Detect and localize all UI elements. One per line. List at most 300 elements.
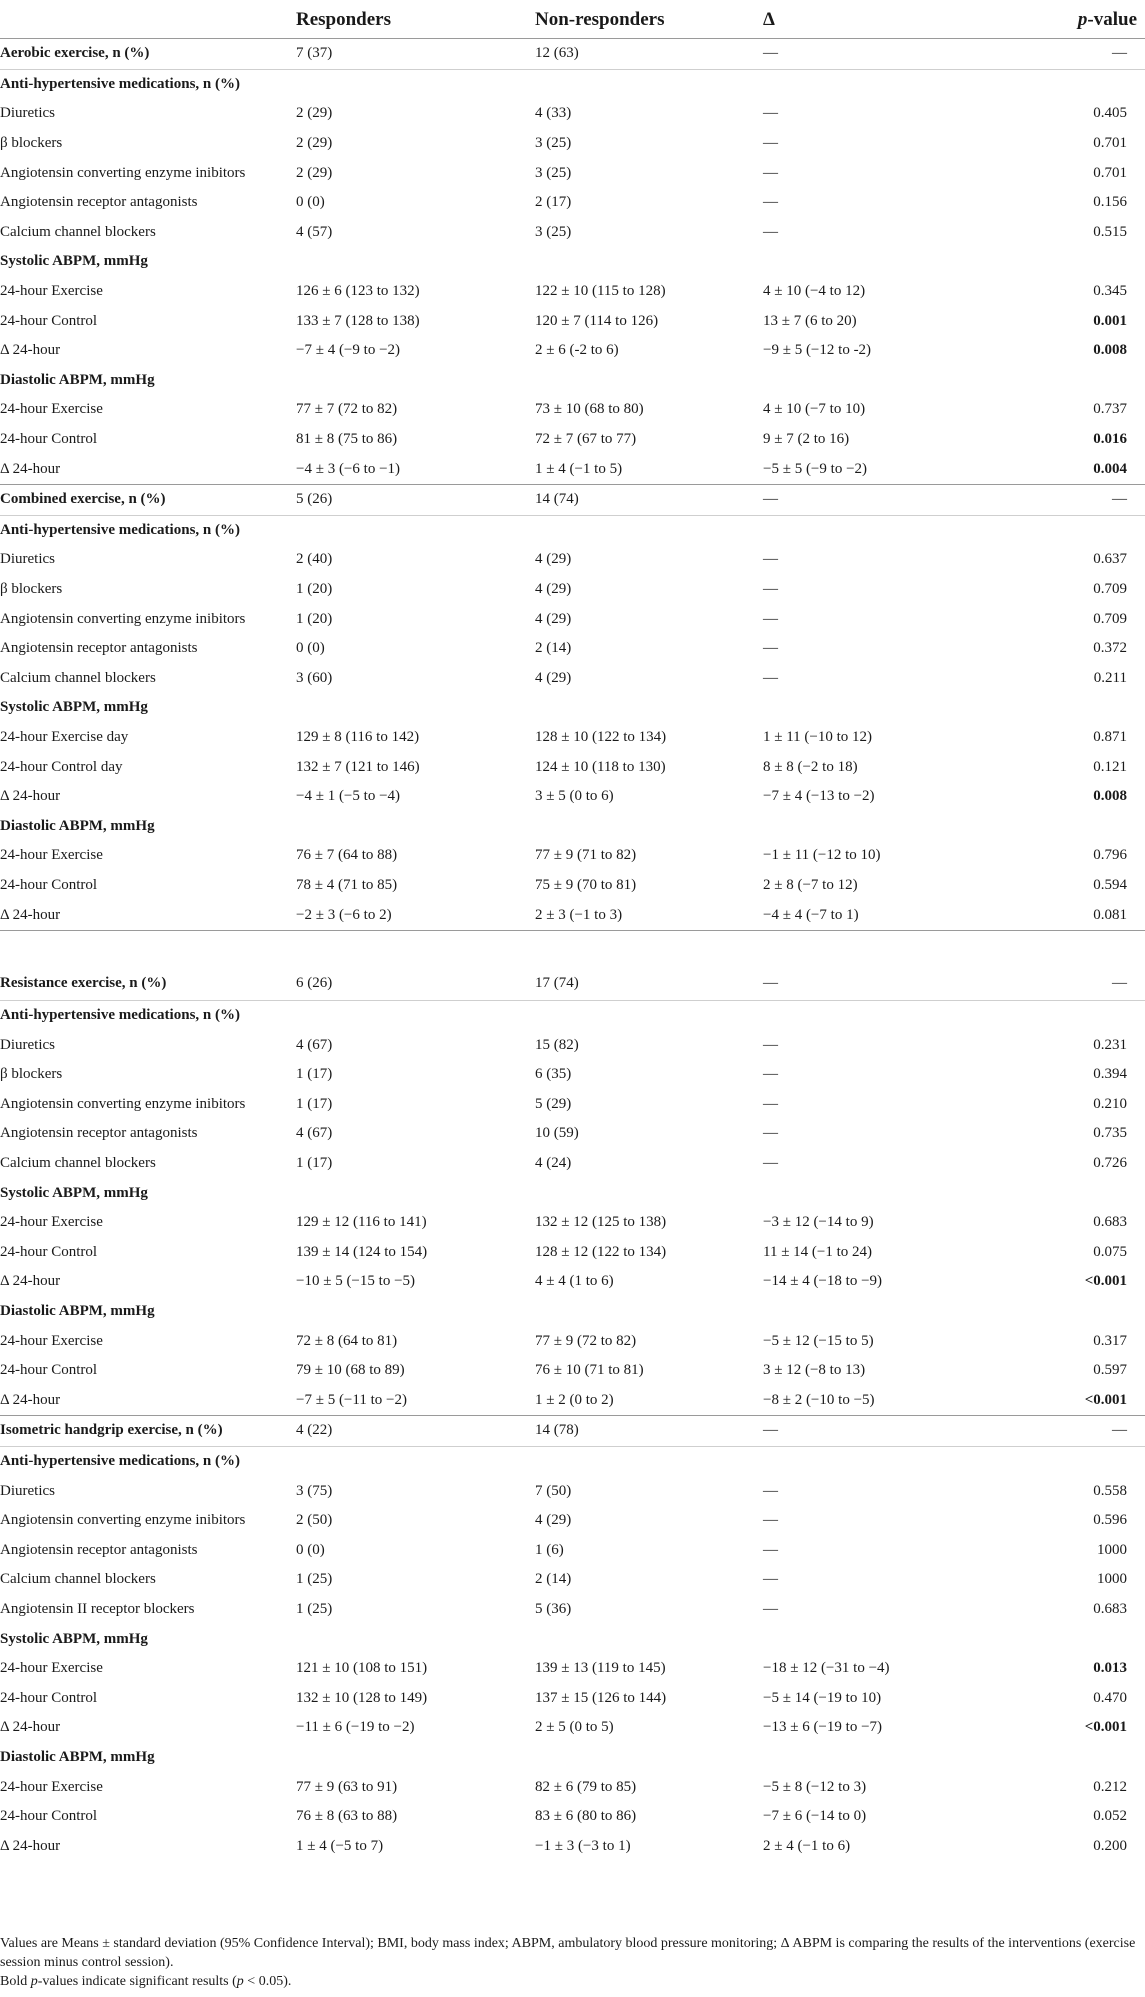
table-row	[0, 575, 1145, 605]
value-cell: 2 (14)	[535, 1571, 572, 1588]
p-value-cell: 0.008	[1093, 342, 1127, 359]
value-cell: —	[763, 551, 778, 568]
value-cell: 11 ± 14 (−1 to 24)	[763, 1243, 873, 1260]
row-label: Angiotensin receptor antagonists	[0, 640, 198, 657]
value-cell: 1 (25)	[296, 1600, 333, 1617]
p-value-cell: 0.081	[1093, 906, 1127, 923]
value-cell: 137 ± 15 (126 to 144)	[535, 1689, 667, 1706]
table-row	[0, 1506, 1145, 1536]
row-label: 24-hour Control	[0, 431, 98, 448]
row-label: 24-hour Exercise	[0, 847, 103, 864]
subgroup-title: Systolic ABPM, mmHg	[0, 1630, 148, 1647]
p-value-cell: 0.796	[1093, 847, 1127, 864]
row-label: 24-hour Control	[0, 1362, 98, 1379]
p-value-cell: 0.683	[1093, 1214, 1127, 1231]
p-value-cell: 0.737	[1093, 401, 1127, 418]
section-value: —	[970, 39, 1145, 70]
value-cell: 132 ± 12 (125 to 138)	[535, 1214, 667, 1231]
value-cell: 0 (0)	[296, 194, 325, 211]
value-cell: 79 ± 10 (68 to 89)	[296, 1362, 405, 1379]
p-value-cell: 0.156	[1093, 194, 1127, 211]
value-cell: 1 (17)	[296, 1066, 333, 1083]
p-value-cell: 0.701	[1093, 164, 1127, 181]
table-row	[0, 454, 1145, 484]
value-cell: 81 ± 8 (75 to 86)	[296, 431, 398, 448]
section-value: 14 (74)	[535, 484, 763, 515]
value-cell: 1 ± 4 (−5 to 7)	[296, 1837, 384, 1854]
value-cell: 72 ± 8 (64 to 81)	[296, 1332, 398, 1349]
table-row	[0, 634, 1145, 664]
table-row	[0, 1683, 1145, 1713]
footnote-significance: Bold p-values indicate significant results (p < 0.05).	[0, 1974, 292, 1989]
value-cell: 4 (33)	[535, 105, 572, 122]
row-label: β blockers	[0, 135, 63, 152]
p-value-cell: 0.212	[1093, 1778, 1127, 1795]
value-cell: 120 ± 7 (114 to 126)	[535, 312, 659, 329]
row-label: Diuretics	[0, 1036, 55, 1053]
value-cell: 3 (60)	[296, 669, 333, 686]
value-cell: 77 ± 9 (72 to 82)	[535, 1332, 637, 1349]
value-cell: —	[763, 223, 778, 240]
value-cell: 124 ± 10 (118 to 130)	[535, 758, 666, 775]
value-cell: −9 ± 5 (−12 to -2)	[763, 342, 872, 359]
value-cell: 73 ± 10 (68 to 80)	[535, 401, 644, 418]
p-value-cell: 1000	[1097, 1571, 1127, 1588]
table-row	[0, 1595, 1145, 1625]
value-cell: 75 ± 9 (70 to 81)	[535, 876, 637, 893]
table-row	[0, 1386, 1145, 1416]
row-label: Angiotensin converting enzyme inibitors	[0, 164, 246, 181]
value-cell: 77 ± 7 (72 to 82)	[296, 401, 398, 418]
subgroup-header-row	[0, 247, 1145, 277]
value-cell: 15 (82)	[535, 1036, 579, 1053]
value-cell: 4 (67)	[296, 1036, 333, 1053]
table-row	[0, 425, 1145, 455]
value-cell: 4 (29)	[535, 669, 572, 686]
subgroup-title: Anti-hypertensive medications, n (%)	[0, 75, 240, 92]
value-cell: 83 ± 6 (80 to 86)	[535, 1808, 637, 1825]
header-responders: Responders	[296, 0, 535, 39]
value-cell: 128 ± 12 (122 to 134)	[535, 1243, 667, 1260]
value-cell: 13 ± 7 (6 to 20)	[763, 312, 857, 329]
value-cell: −4 ± 3 (−6 to −1)	[296, 460, 401, 477]
table-row	[0, 1476, 1145, 1506]
subgroup-title: Anti-hypertensive medications, n (%)	[0, 521, 240, 538]
p-value-cell: 0.121	[1093, 758, 1127, 775]
table-row	[0, 604, 1145, 634]
subgroup-header-row	[0, 515, 1145, 545]
subgroup-title: Systolic ABPM, mmHg	[0, 699, 148, 716]
value-cell: 4 (29)	[535, 1512, 572, 1529]
row-label: 24-hour Control	[0, 1689, 98, 1706]
p-value-cell: <0.001	[1084, 1719, 1127, 1736]
row-label: Δ 24-hour	[0, 342, 61, 359]
row-label: 24-hour Control	[0, 1808, 98, 1825]
value-cell: 126 ± 6 (123 to 132)	[296, 283, 420, 300]
value-cell: —	[763, 580, 778, 597]
p-value-cell: 0.004	[1093, 460, 1127, 477]
value-cell: —	[763, 1036, 778, 1053]
value-cell: 2 (14)	[535, 640, 572, 657]
value-cell: 2 ± 4 (−1 to 6)	[763, 1837, 851, 1854]
subgroup-header-row	[0, 69, 1145, 99]
value-cell: —	[763, 1066, 778, 1083]
p-value-cell: 0.317	[1093, 1332, 1127, 1349]
value-cell: —	[763, 1125, 778, 1142]
value-cell: 1 ± 2 (0 to 2)	[535, 1391, 614, 1408]
header-row	[0, 0, 1145, 39]
table-row	[0, 1356, 1145, 1386]
subgroup-title: Anti-hypertensive medications, n (%)	[0, 1007, 240, 1024]
value-cell: 5 (29)	[535, 1095, 572, 1112]
value-cell: −7 ± 5 (−11 to −2)	[296, 1391, 407, 1408]
value-cell: −5 ± 12 (−15 to 5)	[763, 1332, 874, 1349]
table-row	[0, 1149, 1145, 1179]
table-row	[0, 1772, 1145, 1802]
table-row	[0, 188, 1145, 218]
subgroup-header-row	[0, 1624, 1145, 1654]
p-value-cell: 0.200	[1093, 1837, 1127, 1854]
p-value-cell: 0.001	[1093, 312, 1127, 329]
row-label: Calcium channel blockers	[0, 223, 156, 240]
value-cell: 1 (20)	[296, 580, 333, 597]
p-value-cell: 0.345	[1093, 283, 1127, 300]
header-p-value: p-value	[970, 0, 1145, 39]
row-label: β blockers	[0, 1066, 63, 1083]
value-cell: 129 ± 12 (116 to 141)	[296, 1214, 427, 1231]
row-label: Δ 24-hour	[0, 460, 61, 477]
value-cell: 1 ± 4 (−1 to 5)	[535, 460, 623, 477]
row-label: Diuretics	[0, 1482, 55, 1499]
row-label: Δ 24-hour	[0, 1719, 61, 1736]
subgroup-title: Diastolic ABPM, mmHg	[0, 1303, 155, 1320]
header-delta: Δ	[763, 0, 970, 39]
row-label: 24-hour Control day	[0, 758, 123, 775]
p-value-cell: 0.637	[1093, 551, 1127, 568]
row-label: Δ 24-hour	[0, 1837, 61, 1854]
value-cell: −18 ± 12 (−31 to −4)	[763, 1660, 890, 1677]
row-label: Angiotensin receptor antagonists	[0, 194, 198, 211]
row-label: Δ 24-hour	[0, 1391, 61, 1408]
row-label: Diuretics	[0, 551, 55, 568]
value-cell: 2 (29)	[296, 164, 333, 181]
p-value-cell: 0.709	[1093, 580, 1127, 597]
value-cell: —	[763, 1600, 778, 1617]
row-label: 24-hour Exercise	[0, 1660, 103, 1677]
subgroup-header-row	[0, 1297, 1145, 1327]
value-cell: 4 (24)	[535, 1155, 572, 1172]
p-value-cell: 0.683	[1093, 1600, 1127, 1617]
table-row	[0, 277, 1145, 307]
value-cell: 4 (29)	[535, 551, 572, 568]
table-row	[0, 782, 1145, 812]
value-cell: −3 ± 12 (−14 to 9)	[763, 1214, 874, 1231]
table-row	[0, 99, 1145, 129]
p-value-cell: 0.052	[1093, 1808, 1127, 1825]
value-cell: —	[763, 164, 778, 181]
row-label: β blockers	[0, 580, 63, 597]
p-value-cell: 0.701	[1093, 135, 1127, 152]
table-row	[0, 663, 1145, 693]
value-cell: 76 ± 8 (63 to 88)	[296, 1808, 398, 1825]
table-footnotes	[0, 1934, 1145, 1991]
table-row	[0, 158, 1145, 188]
section-row	[0, 39, 1145, 70]
table-row	[0, 1831, 1145, 1861]
value-cell: 132 ± 10 (128 to 149)	[296, 1689, 428, 1706]
value-cell: 1 (20)	[296, 610, 333, 627]
value-cell: 3 (25)	[535, 135, 572, 152]
p-value-cell: 0.016	[1093, 431, 1127, 448]
row-label: 24-hour Exercise	[0, 1214, 103, 1231]
table-row	[0, 1326, 1145, 1356]
row-label: Angiotensin II receptor blockers	[0, 1600, 195, 1617]
value-cell: 2 (50)	[296, 1512, 333, 1529]
p-value-cell: 0.470	[1093, 1689, 1127, 1706]
section-value: —	[763, 1416, 970, 1447]
value-cell: 4 (67)	[296, 1125, 333, 1142]
value-cell: —	[763, 640, 778, 657]
p-value-cell: 0.210	[1093, 1095, 1127, 1112]
p-value-cell: 0.013	[1093, 1660, 1127, 1677]
section-value: —	[970, 1416, 1145, 1447]
header-non-responders: Non-responders	[535, 0, 763, 39]
section-value: —	[763, 39, 970, 70]
value-cell: −8 ± 2 (−10 to −5)	[763, 1391, 875, 1408]
value-cell: 3 ± 5 (0 to 6)	[535, 788, 614, 805]
section-value: 17 (74)	[535, 930, 763, 1000]
p-value-cell: 1000	[1097, 1541, 1127, 1558]
value-cell: 82 ± 6 (79 to 85)	[535, 1778, 637, 1795]
table-row	[0, 1536, 1145, 1566]
value-cell: —	[763, 610, 778, 627]
subgroup-header-row	[0, 1000, 1145, 1030]
p-value-cell: 0.075	[1093, 1243, 1127, 1260]
value-cell: 2 (40)	[296, 551, 333, 568]
header-label-col	[0, 0, 296, 39]
value-cell: 2 (29)	[296, 105, 333, 122]
section-row	[0, 484, 1145, 515]
value-cell: −4 ± 4 (−7 to 1)	[763, 906, 859, 923]
row-label: Δ 24-hour	[0, 788, 61, 805]
subgroup-header-row	[0, 1178, 1145, 1208]
row-label: 24-hour Exercise day	[0, 728, 129, 745]
value-cell: 78 ± 4 (71 to 85)	[296, 876, 398, 893]
subgroup-title: Diastolic ABPM, mmHg	[0, 1748, 155, 1765]
value-cell: —	[763, 1095, 778, 1112]
row-label: Δ 24-hour	[0, 1273, 61, 1290]
value-cell: 1 (6)	[535, 1541, 564, 1558]
value-cell: —	[763, 105, 778, 122]
section-value: —	[970, 930, 1145, 1000]
p-value-cell: 0.394	[1093, 1066, 1127, 1083]
row-label: 24-hour Exercise	[0, 283, 103, 300]
table-row	[0, 336, 1145, 366]
p-value-cell: <0.001	[1084, 1273, 1127, 1290]
p-value-cell: 0.594	[1093, 876, 1127, 893]
value-cell: 2 ± 3 (−1 to 3)	[535, 906, 623, 923]
p-value-cell: 0.372	[1093, 640, 1127, 657]
p-value-cell: 0.231	[1093, 1036, 1127, 1053]
value-cell: 5 (36)	[535, 1600, 572, 1617]
value-cell: 139 ± 13 (119 to 145)	[535, 1660, 666, 1677]
value-cell: —	[763, 135, 778, 152]
table-row	[0, 545, 1145, 575]
value-cell: 77 ± 9 (63 to 91)	[296, 1778, 398, 1795]
section-title: Isometric handgrip exercise, n (%)	[0, 1416, 296, 1447]
value-cell: 4 (57)	[296, 223, 333, 240]
value-cell: 1 (17)	[296, 1155, 333, 1172]
value-cell: −11 ± 6 (−19 to −2)	[296, 1719, 415, 1736]
value-cell: −5 ± 14 (−19 to 10)	[763, 1689, 882, 1706]
value-cell: —	[763, 1541, 778, 1558]
section-value: 6 (26)	[296, 930, 535, 1000]
table-row	[0, 1030, 1145, 1060]
subgroup-title: Systolic ABPM, mmHg	[0, 1184, 148, 1201]
value-cell: —	[763, 194, 778, 211]
value-cell: −2 ± 3 (−6 to 2)	[296, 906, 392, 923]
value-cell: —	[763, 669, 778, 686]
p-value-cell: 0.735	[1093, 1125, 1127, 1142]
value-cell: 132 ± 7 (121 to 146)	[296, 758, 420, 775]
value-cell: −7 ± 6 (−14 to 0)	[763, 1808, 867, 1825]
table-row	[0, 306, 1145, 336]
row-label: 24-hour Exercise	[0, 1332, 103, 1349]
table-row	[0, 1267, 1145, 1297]
value-cell: 139 ± 14 (124 to 154)	[296, 1243, 428, 1260]
section-value: 4 (22)	[296, 1416, 535, 1447]
p-value-cell: 0.405	[1093, 105, 1127, 122]
row-label: Δ 24-hour	[0, 906, 61, 923]
section-value: —	[763, 930, 970, 1000]
table-row	[0, 841, 1145, 871]
section-value: 14 (78)	[535, 1416, 763, 1447]
value-cell: 1 (25)	[296, 1571, 333, 1588]
value-cell: 76 ± 7 (64 to 88)	[296, 847, 398, 864]
value-cell: 4 ± 10 (−4 to 12)	[763, 283, 866, 300]
table-row	[0, 752, 1145, 782]
p-value-cell: 0.211	[1093, 669, 1127, 686]
value-cell: 4 (29)	[535, 610, 572, 627]
table-row	[0, 1565, 1145, 1595]
table-row	[0, 395, 1145, 425]
row-label: 24-hour Control	[0, 312, 98, 329]
value-cell: 2 (29)	[296, 135, 333, 152]
section-row	[0, 930, 1145, 1000]
value-cell: 4 ± 10 (−7 to 10)	[763, 401, 866, 418]
value-cell: −5 ± 5 (−9 to −2)	[763, 460, 868, 477]
value-cell: 1 ± 11 (−10 to 12)	[763, 728, 873, 745]
value-cell: 133 ± 7 (128 to 138)	[296, 312, 420, 329]
table-row	[0, 871, 1145, 901]
value-cell: 1 (17)	[296, 1095, 333, 1112]
value-cell: —	[763, 1155, 778, 1172]
value-cell: −7 ± 4 (−9 to −2)	[296, 342, 401, 359]
value-cell: −1 ± 3 (−3 to 1)	[535, 1837, 631, 1854]
row-label: Angiotensin converting enzyme inibitors	[0, 1095, 246, 1112]
row-label: 24-hour Control	[0, 876, 98, 893]
subgroup-header-row	[0, 366, 1145, 396]
section-value: 5 (26)	[296, 484, 535, 515]
p-value-cell: 0.515	[1093, 223, 1127, 240]
value-cell: 3 (75)	[296, 1482, 333, 1499]
p-value-cell: 0.597	[1093, 1362, 1127, 1379]
row-label: Angiotensin receptor antagonists	[0, 1541, 198, 1558]
value-cell: 2 ± 6 (-2 to 6)	[535, 342, 619, 359]
row-label: Angiotensin receptor antagonists	[0, 1125, 198, 1142]
row-label: 24-hour Control	[0, 1243, 98, 1260]
row-label: Angiotensin converting enzyme inibitors	[0, 1512, 246, 1529]
row-label: 24-hour Exercise	[0, 401, 103, 418]
row-label: Calcium channel blockers	[0, 1155, 156, 1172]
table-row	[0, 1090, 1145, 1120]
p-value-cell: 0.871	[1093, 728, 1127, 745]
section-value: 7 (37)	[296, 39, 535, 70]
row-label: 24-hour Exercise	[0, 1778, 103, 1795]
value-cell: 6 (35)	[535, 1066, 572, 1083]
value-cell: 4 (29)	[535, 580, 572, 597]
value-cell: −4 ± 1 (−5 to −4)	[296, 788, 401, 805]
subgroup-header-row	[0, 1743, 1145, 1773]
table-row	[0, 900, 1145, 930]
value-cell: —	[763, 1571, 778, 1588]
value-cell: 128 ± 10 (122 to 134)	[535, 728, 667, 745]
value-cell: 76 ± 10 (71 to 81)	[535, 1362, 644, 1379]
section-title: Aerobic exercise, n (%)	[0, 39, 296, 70]
section-value: 12 (63)	[535, 39, 763, 70]
row-label: Diuretics	[0, 105, 55, 122]
value-cell: 2 ± 5 (0 to 5)	[535, 1719, 614, 1736]
table-row	[0, 723, 1145, 753]
row-label: Angiotensin converting enzyme inibitors	[0, 610, 246, 627]
section-title: Combined exercise, n (%)	[0, 484, 296, 515]
table-row	[0, 1238, 1145, 1268]
table-row	[0, 1654, 1145, 1684]
section-title: Resistance exercise, n (%)	[0, 930, 296, 1000]
section-value: —	[970, 484, 1145, 515]
value-cell: 2 ± 8 (−7 to 12)	[763, 876, 858, 893]
section-value: —	[763, 484, 970, 515]
value-cell: —	[763, 1512, 778, 1529]
row-label: Calcium channel blockers	[0, 669, 156, 686]
value-cell: −5 ± 8 (−12 to 3)	[763, 1778, 867, 1795]
subgroup-title: Systolic ABPM, mmHg	[0, 253, 148, 270]
value-cell: 121 ± 10 (108 to 151)	[296, 1660, 428, 1677]
value-cell: 72 ± 7 (67 to 77)	[535, 431, 637, 448]
table-body	[0, 39, 1145, 1862]
value-cell: 10 (59)	[535, 1125, 579, 1142]
value-cell: −10 ± 5 (−15 to −5)	[296, 1273, 416, 1290]
p-value-cell: 0.726	[1093, 1155, 1127, 1172]
p-value-cell: 0.558	[1093, 1482, 1127, 1499]
value-cell: 77 ± 9 (71 to 82)	[535, 847, 637, 864]
subgroup-title: Diastolic ABPM, mmHg	[0, 371, 155, 388]
p-value-cell: <0.001	[1084, 1391, 1127, 1408]
row-label: Calcium channel blockers	[0, 1571, 156, 1588]
subgroup-title: Anti-hypertensive medications, n (%)	[0, 1453, 240, 1470]
value-cell: 7 (50)	[535, 1482, 572, 1499]
subgroup-header-row	[0, 693, 1145, 723]
value-cell: −7 ± 4 (−13 to −2)	[763, 788, 875, 805]
p-value-cell: 0.008	[1093, 788, 1127, 805]
table-row	[0, 1119, 1145, 1149]
value-cell: −14 ± 4 (−18 to −9)	[763, 1273, 883, 1290]
value-cell: 3 (25)	[535, 164, 572, 181]
value-cell: 9 ± 7 (2 to 16)	[763, 431, 850, 448]
value-cell: 122 ± 10 (115 to 128)	[535, 283, 666, 300]
value-cell: 8 ± 8 (−2 to 18)	[763, 758, 858, 775]
subgroup-title: Diastolic ABPM, mmHg	[0, 817, 155, 834]
